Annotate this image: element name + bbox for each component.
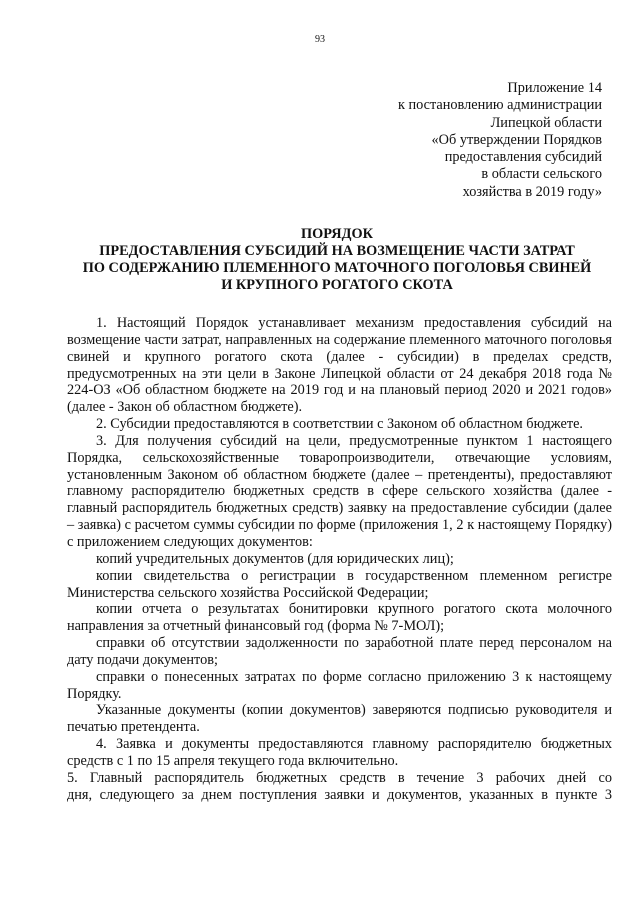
paragraph-note: Указанные документы (копии документов) заверяются подписью руководителя и печатью претендента. (67, 702, 612, 736)
paragraph-list-item: копии свидетельства о регистрации в государственном племенном регистре Министерства сельского хозяйства Российской Федерации; (67, 567, 612, 601)
paragraph-item-5: 5. Главный распорядитель бюджетных средств в течение 3 рабочих дней со (67, 769, 612, 786)
paragraph-list-item: копии отчета о результатах бонитировки крупного рогатого скота молочного направления за отчетный финансовый год (форма № 7-МОЛ); (67, 601, 612, 635)
paragraph-item-2: 2. Субсидии предоставляются в соответствии с Законом об областном бюджете. (96, 416, 584, 433)
page-number: 93 (315, 34, 325, 45)
title-line: ПРЕДОСТАВЛЕНИЯ СУБСИДИЙ НА ВОЗМЕЩЕНИЕ ЧАСТИ ЗАТРАТ (99, 243, 575, 259)
paragraph-list-item: справки о понесенных затратах по форме согласно приложению 3 к настоящему Порядку. (67, 668, 612, 702)
appendix-block (398, 80, 602, 201)
title-line: ПО СОДЕРЖАНИЮ ПЛЕМЕННОГО МАТОЧНОГО ПОГОЛОВЬЯ СВИНЕЙ (82, 260, 592, 276)
paragraph-list-item: копий учредительных документов (для юридических лиц); (96, 550, 454, 567)
title-line: И КРУПНОГО РОГАТОГО СКОТА (221, 277, 453, 293)
paragraph-list-item: справки об отсутствии задолженности по заработной плате перед персоналом на дату подачи документов; (67, 635, 612, 668)
appendix-line: к постановлению администрации (397, 97, 602, 114)
appendix-line: в области сельского (481, 166, 602, 183)
title-line: ПОРЯДОК (301, 226, 373, 242)
paragraph-item-1: 1. Настоящий Порядок устанавливает механизм предоставления субсидий на возмещение части затрат, направленных на содержание племенного маточного поголовья свиней и крупного рогатого скота (далее - субсидии) в пределах средств, предусмотренных на эти цели в Законе Липецкой области от 24 декабря 2018 года № 224-ОЗ «Об областном бюджете на 2019 год и на плановый период 2020 и 2021 годов» (далее - Закон об областном бюджете). (67, 315, 612, 416)
paragraph-item-4: 4. Заявка и документы предоставляются главному распорядителю бюджетных средств с 1 по 15 апреля текущего года включительно. (67, 736, 612, 769)
document-body (67, 315, 612, 803)
appendix-line: хозяйства в 2019 году» (462, 183, 602, 200)
appendix-line: Приложение 14 (507, 80, 602, 96)
document-title (58, 226, 616, 294)
appendix-line: «Об утверждении Порядков (431, 131, 602, 148)
appendix-line: Липецкой области (490, 114, 602, 131)
paragraph-item-3: 3. Для получения субсидий на цели, предусмотренные пунктом 1 настоящего Порядка, сельскохозяйственные товаропроизводители, отвечающие условиям, установленным Законом об областном бюджете (далее – претенденты), предоставляют главному распорядителю бюджетных средств в сфере сельского хозяйства (далее - главный распорядитель бюджетных средств) заявку на предоставление субсидии (далее – заявка) с расчетом суммы субсидии по форме (приложения 1, 2 к настоящему Порядку) с приложением следующих документов: (67, 432, 612, 550)
paragraph-continuation: дня, следующего за днем поступления заявки и документов, указанных в пункте 3 (67, 786, 612, 803)
appendix-line: предоставления субсидий (444, 149, 602, 166)
